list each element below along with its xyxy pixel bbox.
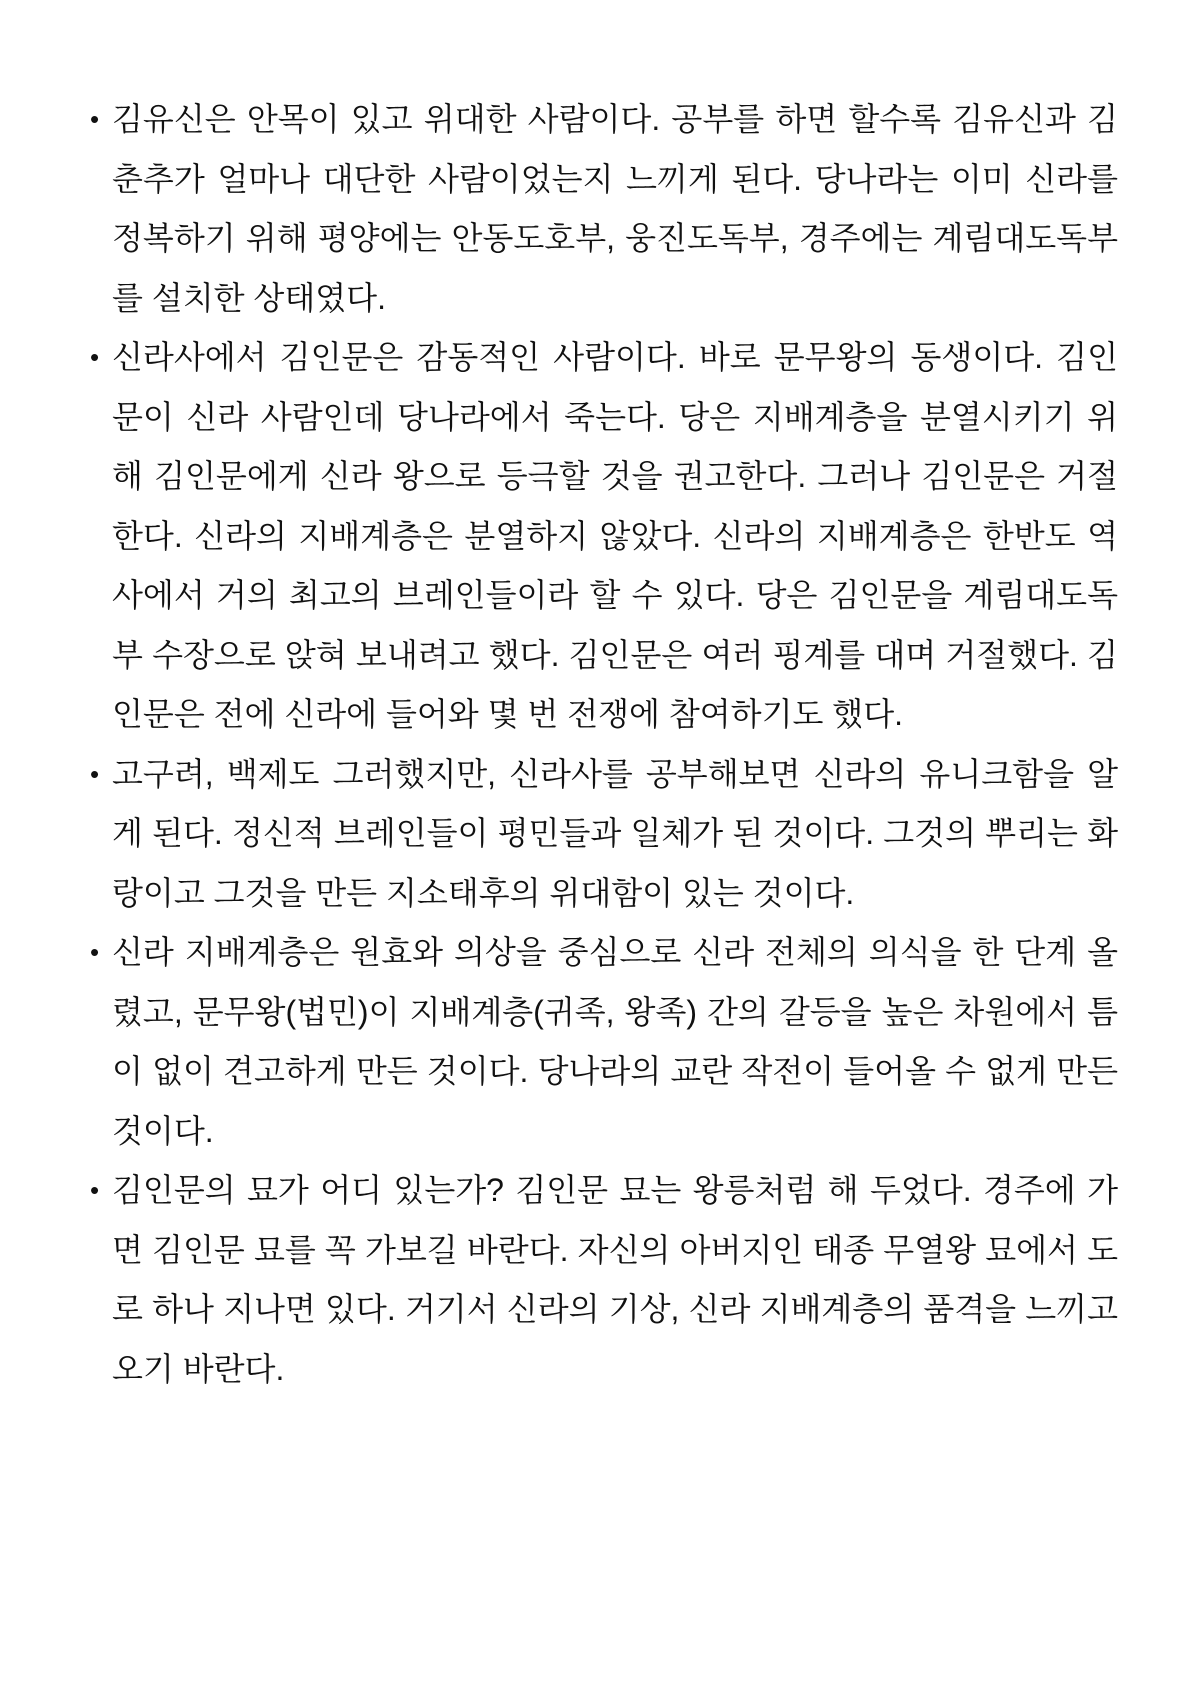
list-item <box>90 1161 1118 1399</box>
bullet-list <box>90 90 1118 1399</box>
text-body <box>90 90 1118 1399</box>
bullet-text: 김인문의 묘가 어디 있는가? 김인문 묘는 왕릉처럼 해 두었다. 경주에 가면 김인문 묘를 꼭 가보길 바란다. 자신의 아버지인 태종 무열왕 묘에서 도로 하나 지나면 있다. 거기서 신라의 기상, 신라 지배계층의 품격을 느끼고 오기 바란다. <box>112 1172 1118 1387</box>
list-item <box>90 328 1118 745</box>
bullet-text: 김유신은 안목이 있고 위대한 사람이다. 공부를 하면 할수록 김유신과 김춘추가 얼마나 대단한 사람이었는지 느끼게 된다. 당나라는 이미 신라를 정복하기 위해 평양에는 안동도호부, 웅진도독부, 경주에는 계림대도독부를 설치한 상태였다. <box>112 101 1118 316</box>
list-item <box>90 745 1118 924</box>
bullet-text: 신라 지배계층은 원효와 의상을 중심으로 신라 전체의 의식을 한 단계 올렸고, 문무왕(법민)이 지배계층(귀족, 왕족) 간의 갈등을 높은 차원에서 틈이 없이 견고하게 만든 것이다. 당나라의 교란 작전이 들어올 수 없게 만든 것이다. <box>112 934 1118 1149</box>
bullet-text: 신라사에서 김인문은 감동적인 사람이다. 바로 문무왕의 동생이다. 김인문이 신라 사람인데 당나라에서 죽는다. 당은 지배계층을 분열시키기 위해 김인문에게 신라 왕으로 등극할 것을 권고한다. 그러나 김인문은 거절한다. 신라의 지배계층은 분열하지 않았다. 신라의 지배계층은 한반도 역사에서 거의 최고의 브레인들이라 할 수 있다. 당은 김인문을 계림대도독부 수장으로 앉혀 보내려고 했다. 김인문은 여러 핑계를 대며 거절했다. 김인문은 전에 신라에 들어와 몇 번 전쟁에 참여하기도 했다. <box>112 339 1118 732</box>
bullet-icon: • <box>90 1175 100 1205</box>
list-item <box>90 923 1118 1161</box>
bullet-icon: • <box>90 104 100 134</box>
list-item <box>90 90 1118 328</box>
bullet-icon: • <box>90 342 100 372</box>
bullet-icon: • <box>90 937 100 967</box>
bullet-icon: • <box>90 758 100 789</box>
bullet-text: 고구려, 백제도 그러했지만, 신라사를 공부해보면 신라의 유니크함을 알게 된다. 정신적 브레인들이 평민들과 일체가 된 것이다. 그것의 뿌리는 화랑이고 그것을 만든 지소태후의 위대함이 있는 것이다. <box>112 755 1118 911</box>
